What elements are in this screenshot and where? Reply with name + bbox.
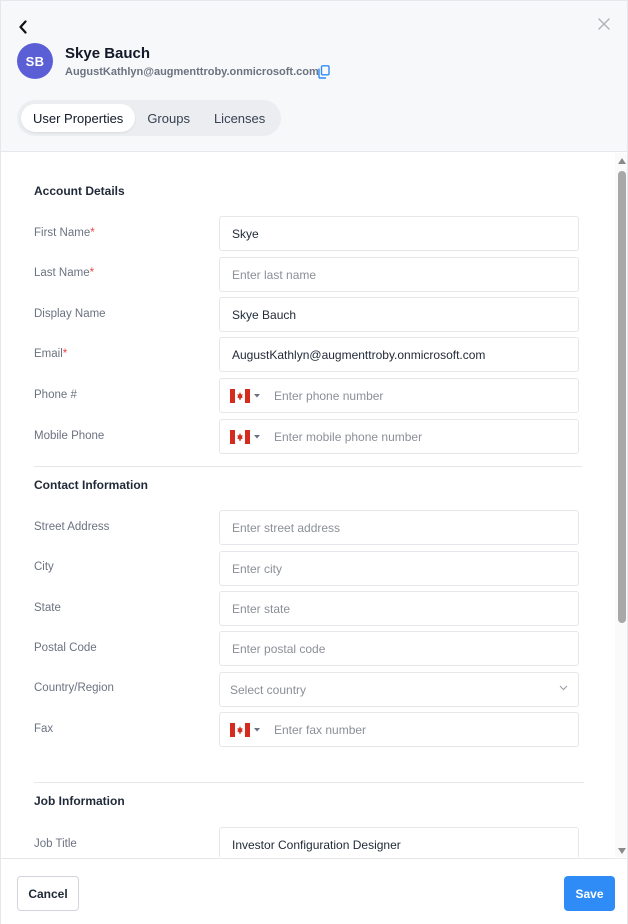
- phone-input[interactable]: [219, 378, 579, 413]
- job-title-value: Investor Configuration Designer: [232, 837, 401, 852]
- label-mobile-phone: Mobile Phone: [34, 430, 105, 442]
- chevron-left-icon: [18, 20, 28, 34]
- label-postal-code: Postal Code: [34, 642, 97, 654]
- mobile-phone-input[interactable]: [219, 419, 579, 454]
- canada-flag-icon: [230, 723, 250, 737]
- label-phone: Phone #: [34, 389, 77, 401]
- section-title-contact: Contact Information: [34, 478, 148, 492]
- display-name-value: Skye Bauch: [232, 307, 297, 322]
- caret-down-icon: [254, 435, 260, 439]
- label-country-region: Country/Region: [34, 682, 114, 694]
- save-button[interactable]: Save: [564, 876, 615, 911]
- copy-icon: [318, 65, 330, 79]
- last-name-input[interactable]: [219, 257, 579, 292]
- label-first-name: [34, 227, 95, 239]
- fax-placeholder: Enter fax number: [274, 722, 367, 737]
- state-input[interactable]: [219, 591, 579, 626]
- panel-header: [1, 1, 627, 152]
- city-input[interactable]: [219, 551, 579, 586]
- phone-country-select[interactable]: [220, 379, 266, 412]
- section-title-account: Account Details: [34, 184, 125, 198]
- caret-down-icon: [254, 728, 260, 732]
- country-select[interactable]: [219, 672, 579, 707]
- copy-email-button[interactable]: [318, 65, 330, 79]
- section-title-job: Job Information: [34, 794, 125, 808]
- first-name-input[interactable]: [219, 216, 579, 251]
- chevron-down-icon: [559, 685, 568, 691]
- required-marker: *: [89, 267, 95, 279]
- phone-placeholder: Enter phone number: [274, 388, 384, 403]
- form-content: [1, 153, 615, 857]
- canada-flag-icon: [230, 430, 250, 444]
- panel-footer: [1, 858, 627, 924]
- email-value: AugustKathlyn@augmenttroby.onmicrosoft.com: [232, 347, 486, 362]
- cancel-button[interactable]: Cancel: [17, 876, 79, 911]
- job-title-input[interactable]: [219, 827, 579, 857]
- tab-bar: [17, 100, 281, 136]
- email-input[interactable]: [219, 337, 579, 372]
- avatar: SB: [17, 43, 53, 79]
- label-text: Last Name: [34, 267, 90, 279]
- label-street-address: Street Address: [34, 521, 110, 533]
- scroll-down-arrow[interactable]: [618, 848, 626, 854]
- last-name-placeholder: Enter last name: [232, 267, 317, 282]
- required-marker: *: [62, 348, 68, 360]
- city-placeholder: Enter city: [232, 561, 283, 576]
- close-button[interactable]: [595, 15, 613, 33]
- fax-country-select[interactable]: [220, 713, 266, 746]
- tab-licenses[interactable]: Licenses: [213, 110, 266, 126]
- postal-code-placeholder: Enter postal code: [232, 641, 326, 656]
- state-placeholder: Enter state: [232, 601, 291, 616]
- tab-user-properties[interactable]: User Properties: [21, 104, 135, 132]
- close-icon: [598, 18, 610, 30]
- required-marker: *: [90, 227, 95, 239]
- scrollbar-thumb[interactable]: [618, 171, 626, 623]
- section-divider: [34, 782, 584, 783]
- back-button[interactable]: [13, 16, 33, 38]
- label-job-title: Job Title: [34, 838, 77, 850]
- mobile-phone-placeholder: Enter mobile phone number: [274, 429, 423, 444]
- label-last-name: [34, 267, 94, 279]
- street-address-input[interactable]: [219, 510, 579, 545]
- label-state: State: [34, 602, 61, 614]
- mobile-country-select[interactable]: [220, 420, 266, 453]
- label-text: Email: [34, 348, 63, 360]
- label-city: City: [34, 561, 54, 573]
- label-fax: Fax: [34, 723, 54, 735]
- canada-flag-icon: [230, 389, 250, 403]
- label-email: [34, 348, 67, 360]
- section-divider: [34, 466, 582, 467]
- first-name-value: Skye: [232, 226, 259, 241]
- scroll-up-arrow[interactable]: [618, 158, 626, 164]
- tab-groups[interactable]: Groups: [147, 110, 190, 126]
- label-display-name: Display Name: [34, 308, 106, 320]
- caret-down-icon: [254, 394, 260, 398]
- user-email: AugustKathlyn@augmenttroby.onmicrosoft.com: [65, 66, 319, 78]
- street-address-placeholder: Enter street address: [232, 520, 341, 535]
- display-name-input[interactable]: [219, 297, 579, 332]
- postal-code-input[interactable]: [219, 631, 579, 666]
- country-placeholder: Select country: [230, 682, 307, 697]
- user-name: Skye Bauch: [65, 45, 151, 62]
- fax-input[interactable]: [219, 712, 579, 747]
- label-text: First Name: [34, 227, 91, 239]
